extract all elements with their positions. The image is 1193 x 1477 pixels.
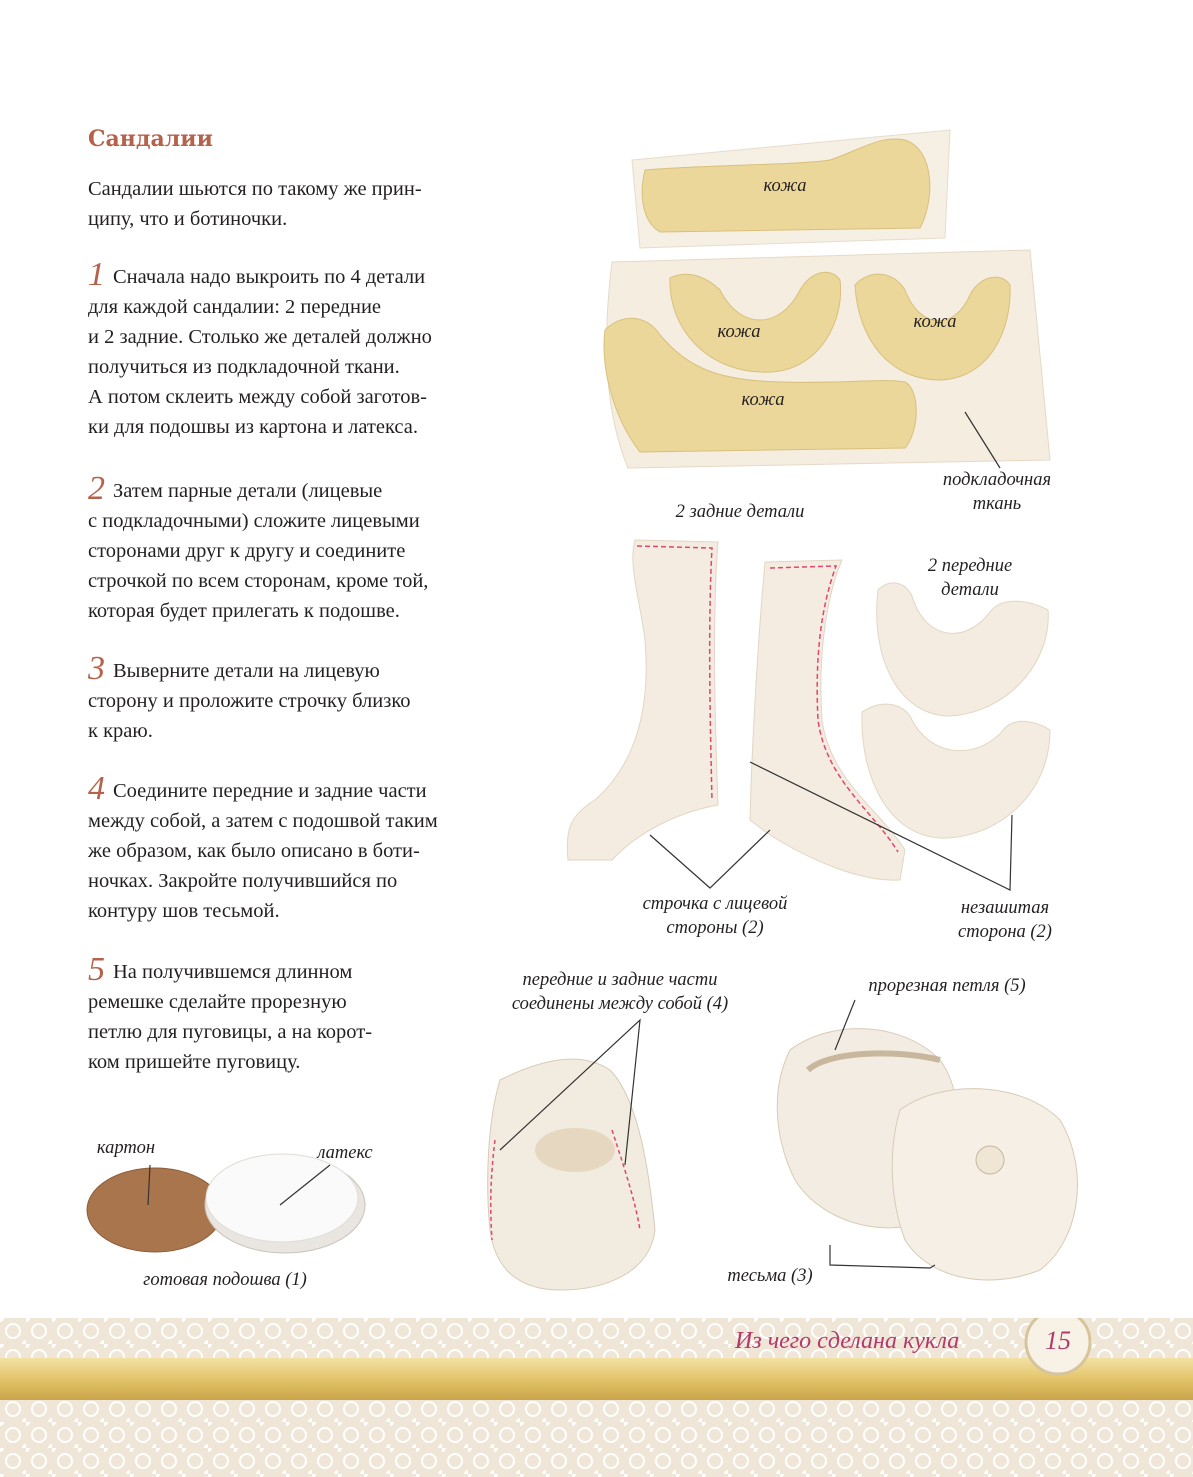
step-number: 5 <box>88 951 105 988</box>
caption-latex: латекс <box>317 1143 373 1163</box>
caption-back-parts: 2 задние детали <box>675 502 805 522</box>
back-pieces-photo <box>567 540 905 880</box>
caption-stitch: строчка с лицевой стороны (2) <box>642 894 788 938</box>
step-number: 1 <box>88 256 105 293</box>
soles-photo <box>87 1154 365 1253</box>
step-number: 2 <box>88 470 105 507</box>
step-text: Затем парные детали (лицевые с подкладочными) сложите лицевыми сторонами друг к другу и соедините строчкой по всем сторонам, кроме той, которая будет прилегать к подошве. <box>88 480 429 622</box>
front-pieces-photo <box>862 583 1050 838</box>
caption-unsewn: незашитая сторона (2) <box>958 898 1052 942</box>
footer-band <box>0 1318 1193 1477</box>
fabric-with-leather-photo <box>604 250 1050 468</box>
caption-leather-4: кожа <box>741 390 785 410</box>
step-text: Сначала надо выкроить по 4 детали для каждой сандалии: 2 передние и 2 задние. Столько же деталей должно получиться из подкладочной ткани. А потом склеить между собой заготов- ки для подошвы из картона и латекса. <box>88 266 432 438</box>
section-heading: Сандалии <box>88 126 213 152</box>
caption-leather-3: кожа <box>913 312 957 332</box>
step-number: 4 <box>88 770 105 807</box>
caption-finished-sole: готовая подошва (1) <box>143 1270 307 1290</box>
step-text: Выверните детали на лицевую сторону и проложите строчку близко к краю. <box>88 660 411 742</box>
caption-cardboard: картон <box>96 1138 156 1158</box>
caption-front-parts: 2 передние детали <box>927 556 1013 600</box>
footer-title: Из чего сделана кукла <box>735 1328 960 1354</box>
shoe-side-photo <box>488 1020 655 1290</box>
step-text: Соедините передние и задние части между собой, а затем с подошвой таким же образом, как было описано в боти- ночках. Закройте получившийся по контуру шов тесьмой. <box>88 780 438 922</box>
caption-lining-fabric: подкладочная ткань <box>942 470 1052 514</box>
caption-tape: тесьма (3) <box>727 1266 813 1286</box>
caption-buttonhole: прорезная петля (5) <box>868 976 1026 996</box>
step-number: 3 <box>88 650 105 687</box>
step-text: На получившемся длинном ремешке сделайте прорезную петлю для пуговицы, а на корот- ком пришейте пуговицу. <box>88 961 373 1073</box>
caption-leather-1: кожа <box>763 176 807 196</box>
page-number: 15 <box>1045 1326 1071 1355</box>
shoe-pair-photo <box>777 1000 1077 1280</box>
intro-paragraph: Сандалии шьются по такому же прин- ципу, что и ботиночки. <box>88 178 422 230</box>
caption-joined-parts: передние и задние части соединены между собой (4) <box>511 970 729 1014</box>
caption-leather-2: кожа <box>717 322 761 342</box>
